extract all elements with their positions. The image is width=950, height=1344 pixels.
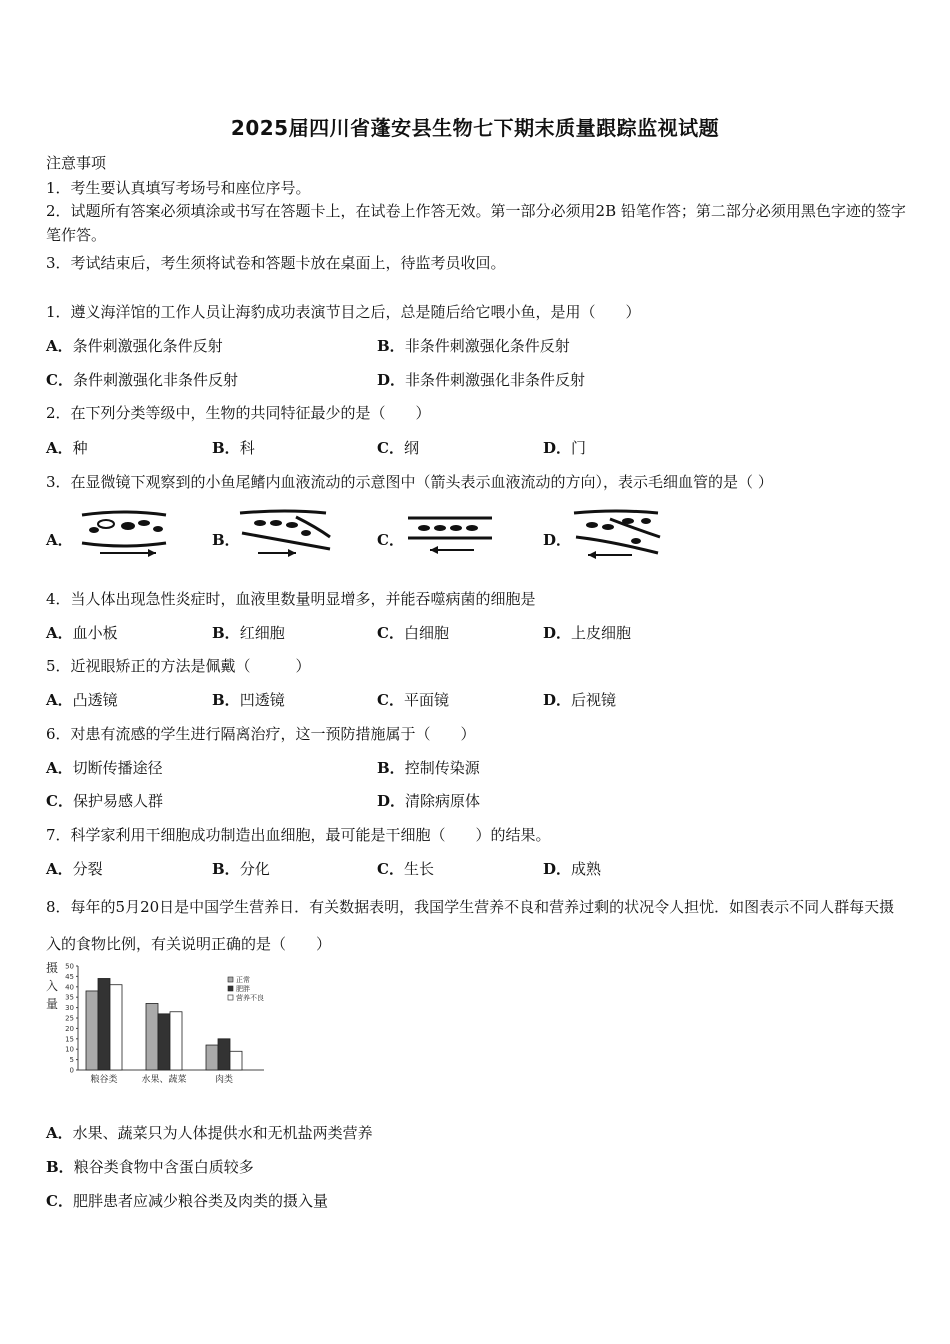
legend-label: 肥胖 xyxy=(236,985,250,993)
option-text: 凸透镜 xyxy=(72,691,118,709)
option-letter: A． xyxy=(46,1124,73,1142)
q1-option-c xyxy=(46,369,238,390)
option-letter: A． xyxy=(46,337,73,355)
option-letter: B． xyxy=(212,531,240,549)
q6-option-a xyxy=(46,757,163,778)
option-letter: C． xyxy=(377,624,404,642)
q2-option-a xyxy=(46,437,88,458)
option-text: 平面镜 xyxy=(403,691,449,709)
y-tick-label: 15 xyxy=(65,1035,74,1044)
vessel-image-c xyxy=(404,512,496,556)
option-text: 种 xyxy=(72,439,88,457)
bar-营养不良 xyxy=(230,1051,242,1070)
y-tick-label: 20 xyxy=(65,1024,74,1033)
option-text: 控制传染源 xyxy=(404,759,480,777)
q5-option-c xyxy=(377,689,449,710)
option-letter: B． xyxy=(377,759,405,777)
option-letter: C． xyxy=(46,371,73,389)
option-letter: B． xyxy=(46,1158,74,1176)
option-letter: D． xyxy=(543,624,572,642)
option-letter: C． xyxy=(46,1192,73,1210)
option-text: 保护易感人群 xyxy=(72,792,163,810)
q8-option-b xyxy=(46,1156,254,1177)
q5-option-a xyxy=(46,689,118,710)
q8-option-a xyxy=(46,1122,373,1143)
q3-option-c xyxy=(377,529,404,550)
q5-option-b xyxy=(212,689,285,710)
option-text: 肥胖患者应减少粮谷类及肉类的摄入量 xyxy=(72,1192,328,1210)
q2-option-d xyxy=(543,437,586,458)
option-letter: A． xyxy=(46,759,73,777)
option-letter: D． xyxy=(543,691,572,709)
y-tick-label: 10 xyxy=(65,1045,74,1054)
y-axis-label-char: 摄 xyxy=(45,961,59,975)
legend-label: 正常 xyxy=(236,976,250,984)
option-text: 血小板 xyxy=(72,624,118,642)
option-text: 分裂 xyxy=(72,860,103,878)
option-letter: D． xyxy=(377,792,406,810)
q7-option-a xyxy=(46,858,103,879)
q3-option-d xyxy=(543,529,571,550)
legend-swatch xyxy=(228,995,233,1000)
bar-营养不良 xyxy=(170,1012,182,1070)
option-letter: A． xyxy=(46,439,73,457)
q1-option-d xyxy=(377,369,585,390)
y-tick-label: 30 xyxy=(65,1004,74,1013)
option-letter: D． xyxy=(543,439,572,457)
q7-option-d xyxy=(543,858,601,879)
option-letter: B． xyxy=(212,624,240,642)
vessel-image-d xyxy=(570,507,664,561)
notice-heading: 注意事项 xyxy=(46,154,107,172)
option-letter: B． xyxy=(212,860,240,878)
option-text: 清除病原体 xyxy=(405,792,481,810)
option-text: 纲 xyxy=(403,439,419,457)
legend-swatch xyxy=(228,986,233,991)
bar-正常 xyxy=(86,991,98,1070)
option-text: 水果、蔬菜只为人体提供水和无机盐两类营养 xyxy=(72,1124,373,1142)
legend-swatch xyxy=(228,977,233,982)
option-letter: D． xyxy=(543,531,572,549)
option-text: 非条件刺激强化非条件反射 xyxy=(405,371,586,389)
q8-option-c xyxy=(46,1190,328,1211)
option-letter: C． xyxy=(377,531,404,549)
option-text: 白细胞 xyxy=(403,624,449,642)
option-text: 分化 xyxy=(239,860,270,878)
option-letter: C． xyxy=(377,691,404,709)
bar-肥胖 xyxy=(158,1014,170,1070)
option-text: 条件刺激强化条件反射 xyxy=(72,337,223,355)
option-text: 粮谷类食物中含蛋白质较多 xyxy=(73,1158,254,1176)
bar-正常 xyxy=(206,1045,218,1070)
q7-option-b xyxy=(212,858,270,879)
option-letter: A． xyxy=(46,531,73,549)
q4-option-c xyxy=(377,622,449,643)
y-tick-label: 25 xyxy=(65,1014,74,1023)
y-axis-label-char: 入 xyxy=(45,979,59,993)
y-tick-label: 35 xyxy=(65,993,74,1002)
question-1-stem: 1．遵义海洋馆的工作人员让海豹成功表演节目之后，总是随后给它喂小鱼，是用（ ） xyxy=(46,303,641,321)
option-letter: B． xyxy=(212,439,240,457)
option-text: 非条件刺激强化条件反射 xyxy=(404,337,570,355)
option-text: 条件刺激强化非条件反射 xyxy=(72,371,238,389)
option-text: 成熟 xyxy=(571,860,602,878)
option-letter: A． xyxy=(46,624,73,642)
y-tick-label: 50 xyxy=(65,962,74,971)
option-text: 凹透镜 xyxy=(239,691,285,709)
option-text: 切断传播途径 xyxy=(72,759,163,777)
q5-option-d xyxy=(543,689,616,710)
notice-item-3: 3．考试结束后，考生须将试卷和答题卡放在桌面上，待监考员收回。 xyxy=(46,254,506,272)
option-letter: A． xyxy=(46,691,73,709)
vessel-image-b xyxy=(236,507,334,559)
option-letter: B． xyxy=(377,337,405,355)
option-text: 科 xyxy=(239,439,255,457)
q2-option-c xyxy=(377,437,419,458)
category-label: 水果、蔬菜 xyxy=(141,1075,187,1085)
option-letter: C． xyxy=(377,439,404,457)
page-title: 2025届四川省蓬安县生物七下期末质量跟踪监视试题 xyxy=(230,116,720,140)
option-text: 后视镜 xyxy=(571,691,617,709)
q6-option-b xyxy=(377,757,480,778)
y-tick-label: 40 xyxy=(65,983,74,992)
question-8-stem: 8．每年的5月20日是中国学生营养日．有关数据表明，我国学生营养不良和营养过剩的状况令人担忧．如图表示不同人群每天摄入的食物比例，有关说明正确的是（ ） xyxy=(46,898,895,953)
q4-option-d xyxy=(543,622,631,643)
vessel-image-a xyxy=(78,507,170,559)
y-tick-label: 0 xyxy=(69,1066,74,1075)
option-letter: D． xyxy=(377,371,406,389)
y-axis-label-char: 量 xyxy=(45,997,59,1011)
y-tick-label: 5 xyxy=(69,1056,74,1065)
q6-option-d xyxy=(377,790,480,811)
notice-item-1: 1．考生要认真填写考场号和座位序号。 xyxy=(46,179,311,197)
q2-option-b xyxy=(212,437,255,458)
q6-option-c xyxy=(46,790,163,811)
question-3-stem: 3．在显微镜下观察到的小鱼尾鳍内血液流动的示意图中（箭头表示血液流动的方向），表示毛细血管的是（ ） xyxy=(46,473,773,491)
q1-option-b xyxy=(377,335,570,356)
question-4-stem: 4．当人体出现急性炎症时，血液里数量明显增多，并能吞噬病菌的细胞是 xyxy=(46,590,536,608)
category-label: 粮谷类 xyxy=(90,1075,118,1085)
option-letter: C． xyxy=(377,860,404,878)
option-letter: D． xyxy=(543,860,572,878)
q1-option-a xyxy=(46,335,223,356)
question-5-stem: 5．近视眼矫正的方法是佩戴（ ） xyxy=(46,657,311,675)
bar-正常 xyxy=(146,1003,158,1070)
question-2-stem: 2．在下列分类等级中，生物的共同特征最少的是（ ） xyxy=(46,404,431,422)
question-7-stem: 7．科学家利用干细胞成功制造出血细胞，最可能是干细胞（ ）的结果。 xyxy=(46,826,551,844)
q3-option-a xyxy=(46,529,73,550)
option-letter: B． xyxy=(212,691,240,709)
option-text: 门 xyxy=(571,439,587,457)
q7-option-c xyxy=(377,858,434,879)
option-text: 上皮细胞 xyxy=(571,624,632,642)
category-label: 肉类 xyxy=(214,1075,234,1085)
bar-肥胖 xyxy=(98,978,110,1070)
option-text: 生长 xyxy=(403,860,434,878)
bar-营养不良 xyxy=(110,985,122,1070)
legend-label: 营养不良 xyxy=(236,994,264,1002)
food-intake-chart xyxy=(44,958,274,1090)
q4-option-a xyxy=(46,622,118,643)
option-letter: A． xyxy=(46,860,73,878)
y-tick-label: 45 xyxy=(65,972,74,981)
bar-肥胖 xyxy=(218,1039,230,1070)
option-text: 红细胞 xyxy=(239,624,285,642)
question-6-stem: 6．对患有流感的学生进行隔离治疗，这一预防措施属于（ ） xyxy=(46,725,476,743)
notice-item-2: 2．试题所有答案必须填涂或书写在答题卡上，在试卷上作答无效。第一部分必须用2B 铅笔作答；第二部分必须用黑色字迹的签字笔作答。 xyxy=(46,202,906,244)
option-letter: C． xyxy=(46,792,73,810)
q4-option-b xyxy=(212,622,285,643)
